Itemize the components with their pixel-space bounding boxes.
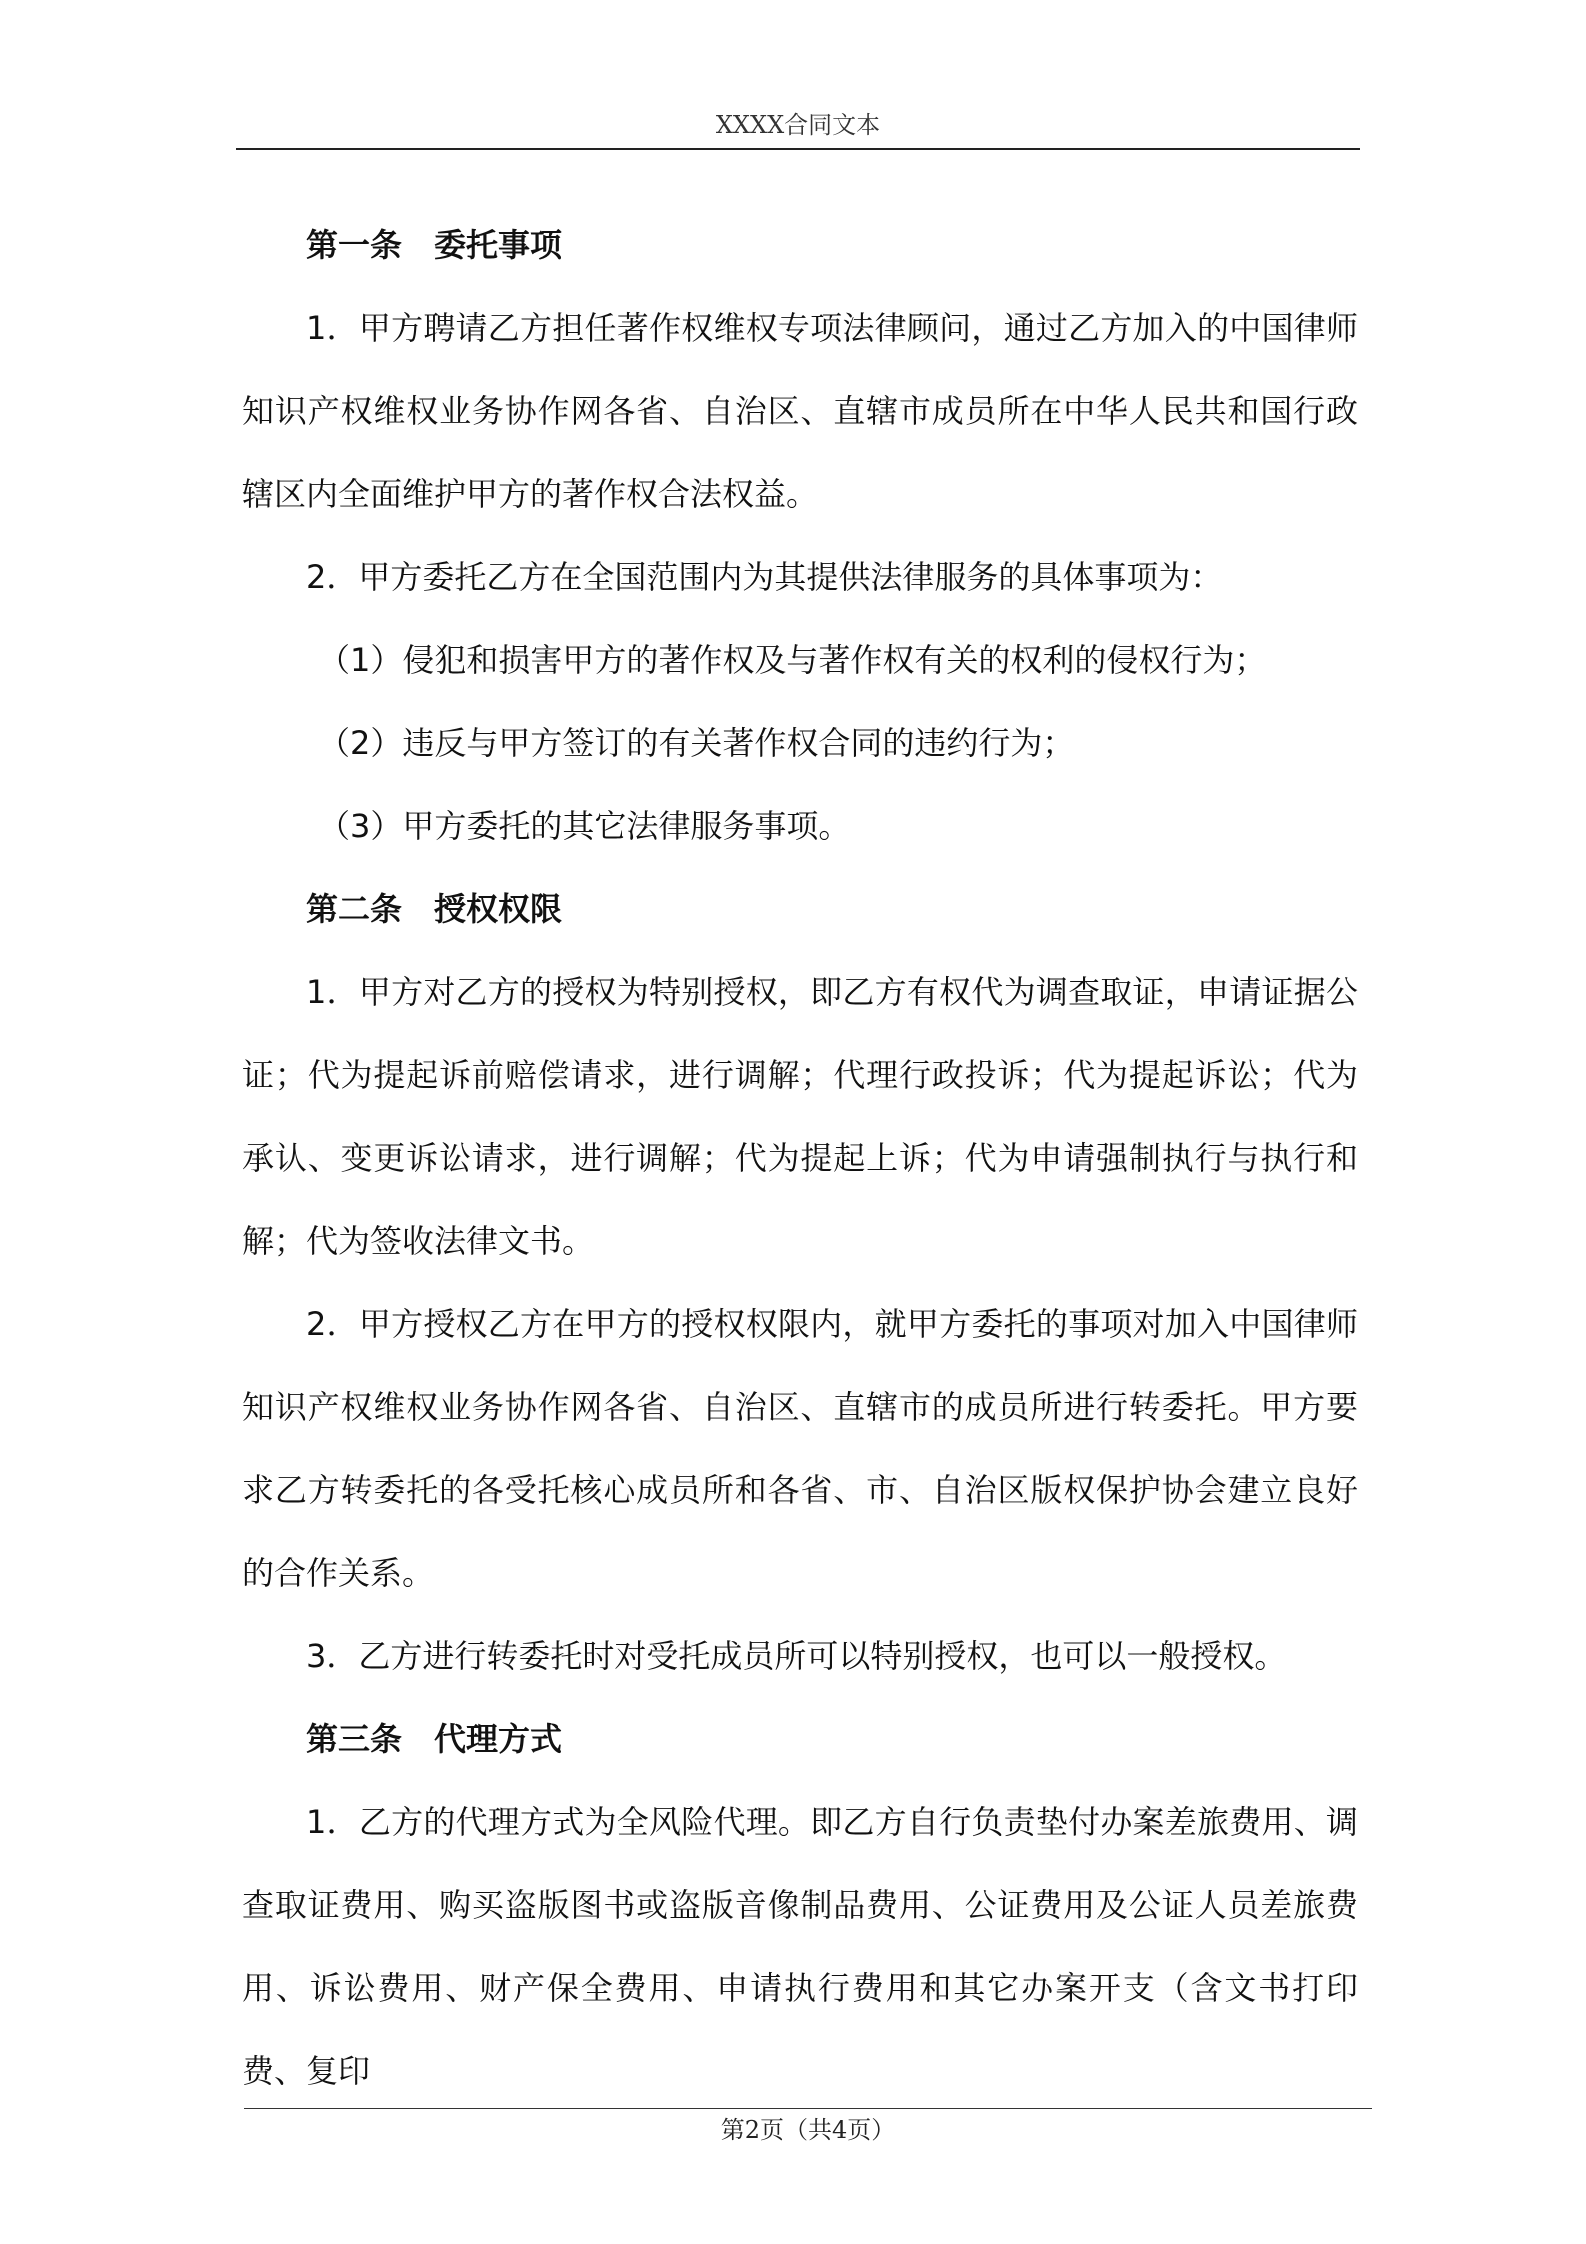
section-heading-3: 第三条 代理方式 <box>306 1720 563 1758</box>
paragraph: 1．甲方对乙方的授权为特别授权，即乙方有权代为调查取证，申请证据公证；代为提起诉前赔偿请求，进行调解；代理行政投诉；代为提起诉讼；代为承认、变更诉讼请求，进行调解；代为提起上诉；代为申请强制执行与执行和解；代为签收法律文书。 <box>242 973 1358 1260</box>
page-number: 第2页（共4页） <box>720 2116 896 2144</box>
paragraph: 1．乙方的代理方式为全风险代理。即乙方自行负责垫付办案差旅费用、调查取证费用、购买盗版图书或盗版音像制品费用、公证费用及公证人员差旅费用、诉讼费用、财产保全费用、申请执行费用和其它办案开支（含文书打印费、复印 <box>242 1803 1358 2090</box>
page-header <box>236 110 1360 150</box>
section-heading-2: 第二条 授权权限 <box>306 890 563 928</box>
paragraph: 2．甲方授权乙方在甲方的授权权限内，就甲方委托的事项对加入中国律师知识产权维权业务协作网各省、自治区、直辖市的成员所进行转委托。甲方要求乙方转委托的各受托核心成员所和各省、市、自治区版权保护协会建立良好的合作关系。 <box>242 1305 1358 1592</box>
document-body <box>242 204 1358 2113</box>
footer-divider <box>244 2108 1372 2109</box>
paragraph: 3．乙方进行转委托时对受托成员所可以特别授权，也可以一般授权。 <box>306 1637 1287 1675</box>
section-heading-1: 第一条 委托事项 <box>306 226 563 264</box>
list-item: （3）甲方委托的其它法律服务事项。 <box>318 807 851 845</box>
paragraph: 2．甲方委托乙方在全国范围内为其提供法律服务的具体事项为： <box>306 558 1223 596</box>
page-footer <box>244 2112 1372 2148</box>
header-title: XXXX合同文本 <box>715 111 881 139</box>
list-item: （2）违反与甲方签订的有关著作权合同的违约行为； <box>318 724 1075 762</box>
list-item: （1）侵犯和损害甲方的著作权及与著作权有关的权利的侵权行为； <box>318 641 1267 679</box>
paragraph: 1．甲方聘请乙方担任著作权维权专项法律顾问，通过乙方加入的中国律师知识产权维权业务协作网各省、自治区、直辖市成员所在中华人民共和国行政辖区内全面维护甲方的著作权合法权益。 <box>242 309 1358 513</box>
